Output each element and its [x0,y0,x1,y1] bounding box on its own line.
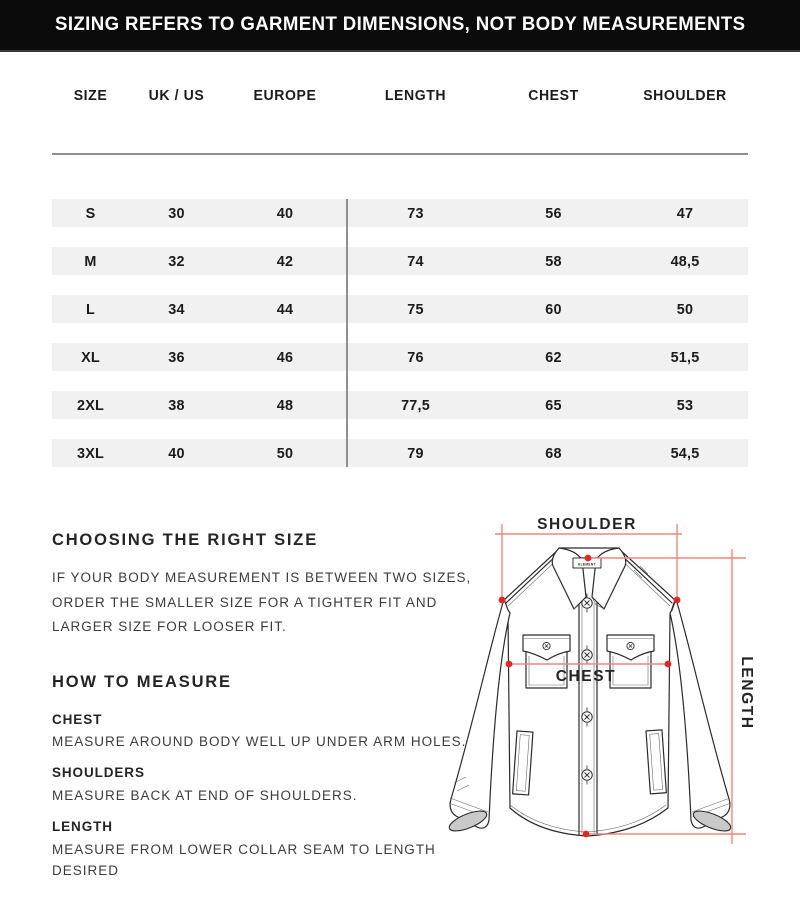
cell-chest: 60 [545,300,562,318]
cell-length: 75 [407,300,424,318]
cell-length: 74 [407,252,424,270]
cell-chest: 65 [545,396,562,414]
cell-europe: 42 [276,252,294,270]
cell-europe: 40 [276,204,294,222]
cell-length: 79 [407,444,424,462]
cell-chest: 62 [545,348,562,366]
cell-length: 73 [407,204,424,222]
header-rule [52,153,748,155]
cell-size: 3XL [77,444,104,462]
table-row-2xl [52,391,748,419]
sizing-disclaimer-banner [0,0,800,52]
cell-uk-us: 30 [168,204,185,222]
column-header-shoulder: SHOULDER [643,88,727,104]
cell-shoulder: 51,5 [670,348,700,366]
cell-europe: 50 [276,444,294,462]
choosing-right-size-heading: CHOOSING THE RIGHT SIZE [52,531,318,549]
table-row-s [52,199,748,227]
cell-length: 76 [407,348,424,366]
pocket-button [543,642,550,649]
cell-shoulder: 54,5 [670,444,700,462]
cell-shoulder: 47 [676,204,694,222]
size-guide-text-column [52,520,476,881]
choosing-right-size-body [52,566,476,640]
size-table-header-row [52,88,748,104]
measure-length-text-line1: MEASURE FROM LOWER COLLAR SEAM TO LENGTH [52,841,436,857]
table-row-xl [52,343,748,371]
measure-shoulders-text: MEASURE BACK AT END OF SHOULDERS. [52,787,358,803]
column-header-length: LENGTH [384,88,447,104]
cell-uk-us: 40 [168,444,185,462]
length-diagram-label: LENGTH [738,656,755,730]
cell-europe: 44 [276,300,294,318]
cell-size: M [84,252,97,270]
shoulder-diagram-label: SHOULDER [537,516,637,533]
measure-length-text-line2: DESIRED [52,862,120,878]
cell-chest: 68 [545,444,562,462]
table-row-m [52,247,748,275]
cell-chest: 56 [545,204,562,222]
column-header-size: SIZE [73,88,108,104]
cell-europe: 46 [276,348,294,366]
table-row-3xl [52,439,748,467]
measure-chest-text: MEASURE AROUND BODY WELL UP UNDER ARM HOLES. [52,733,467,749]
shirt-body [504,549,675,836]
cell-size: 2XL [77,396,104,414]
cell-uk-us: 34 [168,300,185,318]
cell-length: 77,5 [401,396,430,414]
measure-length-label: LENGTH [52,818,113,834]
sizing-disclaimer-text: SIZING REFERS TO GARMENT DIMENSIONS, NOT BODY MEASUREMENTS [54,14,746,35]
cell-uk-us: 36 [168,348,185,366]
cell-uk-us: 38 [168,396,185,414]
body-line: LARGER SIZE FOR LOOSER FIT. [52,619,287,634]
column-header-europe: EUROPE [253,88,317,104]
cell-uk-us: 32 [168,252,185,270]
measure-chest-label: CHEST [52,711,103,727]
table-divider-line [346,199,348,467]
body-line: IF YOUR BODY MEASUREMENT IS BETWEEN TWO SIZES, [52,570,472,585]
cell-size: L [86,300,95,318]
cell-chest: 58 [545,252,562,270]
measure-shoulders-label: SHOULDERS [52,764,145,780]
body-line: ORDER THE SMALLER SIZE FOR A TIGHTER FIT AND [52,594,438,610]
pocket-button [627,642,634,649]
cell-size: S [85,204,96,222]
cell-shoulder: 53 [676,396,694,414]
left-sleeve [447,599,510,835]
how-to-measure-heading: HOW TO MEASURE [52,672,232,691]
brand-tag-text: ELEMENT [578,562,596,567]
garment-measurement-diagram [420,500,780,890]
cell-europe: 48 [276,396,294,414]
column-header-chest: CHEST [528,88,579,104]
cell-shoulder: 48,5 [670,252,700,270]
cell-size: XL [81,348,100,366]
table-row-l [52,295,748,323]
cell-shoulder: 50 [676,300,694,318]
column-header-uk-us: UK / US [148,88,205,104]
chest-diagram-label: CHEST [555,668,617,685]
size-table-body [52,199,748,487]
size-table [52,88,748,470]
